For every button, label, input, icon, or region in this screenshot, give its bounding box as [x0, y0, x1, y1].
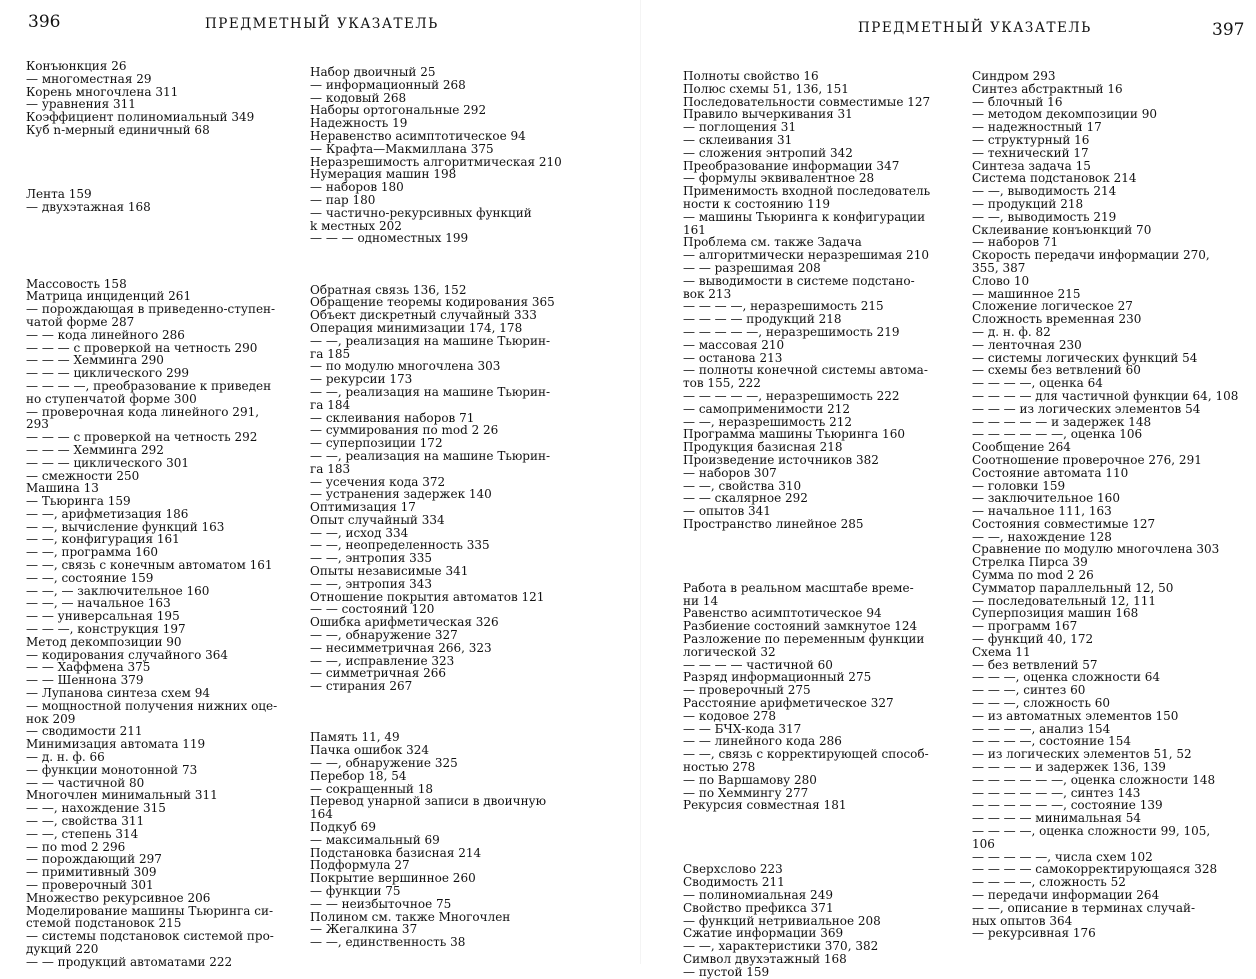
- index-entry: — блочный 16: [972, 94, 1063, 109]
- index-entry: — останова 213: [683, 350, 783, 365]
- index-entry: — —, энтропия 335: [310, 551, 432, 566]
- index-entry: — по Варшамову 280: [683, 772, 817, 787]
- index-entry: — — —, оценка сложности 64: [972, 670, 1161, 685]
- index-entry: — — — циклического 301: [26, 455, 189, 470]
- index-entry: Обратная связь 136, 152: [310, 282, 467, 297]
- index-entry: — методом декомпозиции 90: [972, 107, 1157, 122]
- column-spacer: [26, 162, 296, 175]
- index-entry: Полноты свойство 16: [683, 69, 819, 83]
- index-entry: — рекурсии 173: [310, 372, 413, 387]
- index-entry: — устранения задержек 140: [310, 487, 492, 502]
- index-entry: но ступенчатой форме 300: [26, 391, 197, 406]
- index-entry: — — — — —, числа схем 102: [972, 849, 1153, 864]
- index-entry: Синтеза задача 15: [972, 158, 1091, 173]
- index-entry: — по модулю многочлена 303: [310, 359, 501, 374]
- index-column-2: [310, 66, 590, 960]
- index-entry: Разряд информационный 275: [683, 670, 872, 685]
- index-entry: — —, программа 160: [26, 545, 159, 560]
- index-entry: Подкуб 69: [310, 820, 376, 835]
- index-entry: — — — — продукций 218: [683, 312, 842, 327]
- index-entry: Проблема см. также Задача: [683, 235, 862, 250]
- index-entry: — кодирования случайного 364: [26, 647, 229, 662]
- index-entry: — —, связь с корректирующей способ-: [683, 747, 929, 762]
- index-entry: Соотношение проверочное 276, 291: [972, 452, 1202, 467]
- index-entry: — — —, сложность 60: [972, 696, 1111, 711]
- index-entry: — мощностной получения нижних оце-: [26, 698, 278, 713]
- index-entry: Полюс схемы 51, 136, 151: [683, 81, 849, 96]
- index-entry: — сводимости 211: [26, 724, 143, 739]
- index-entry: — — — — частичной 60: [683, 657, 833, 672]
- column-spacer: [683, 812, 955, 825]
- index-entry: Корень многочлена 311: [26, 84, 179, 99]
- book-spine: [640, 0, 641, 964]
- index-entry: Сложение логическое 27: [972, 299, 1133, 314]
- index-entry: — — Шеннона 379: [26, 673, 144, 688]
- index-entry: — —, конфигурация 161: [26, 532, 180, 547]
- index-entry: — — — из логических элементов 54: [972, 401, 1201, 416]
- index-entry: Надежность 19: [310, 116, 408, 131]
- index-entry: Покрытие вершинное 260: [310, 871, 476, 886]
- index-entry: Синдром 293: [972, 69, 1056, 83]
- index-entry: — — — — минимальная 54: [972, 811, 1142, 826]
- index-entry: — —, характеристики 370, 382: [683, 939, 879, 954]
- index-entry: — самоприменимости 212: [683, 401, 850, 416]
- index-entry: Обращение теоремы кодирования 365: [310, 295, 555, 310]
- index-entry: — —, реализация на машине Тьюрин-: [310, 448, 551, 463]
- index-entry: Преобразование информации 347: [683, 158, 900, 173]
- right-page-number: 397: [1212, 20, 1245, 40]
- index-entry: — функций нетривиальное 208: [683, 913, 881, 928]
- index-entry: — —, свойства 311: [26, 814, 145, 829]
- index-entry: Многочлен минимальный 311: [26, 788, 218, 803]
- index-entry: Программа машины Тьюринга 160: [683, 427, 905, 442]
- index-entry: — полноты конечной системы автома-: [683, 363, 928, 378]
- index-entry: Применимость входной последователь: [683, 184, 931, 199]
- index-entry: — д. н. ф. 66: [26, 750, 105, 765]
- index-entry: — многоместная 29: [26, 71, 152, 86]
- index-column-1: [26, 59, 296, 969]
- index-entry: — поглощения 31: [683, 120, 797, 135]
- column-spacer: [310, 245, 590, 258]
- index-entry: Массовость 158: [26, 276, 127, 291]
- index-entry: га 184: [310, 397, 351, 412]
- column-spacer: [683, 531, 955, 544]
- index-entry: вок 213: [683, 286, 732, 301]
- index-entry: — кодовое 278: [683, 708, 776, 723]
- index-entry: — системы подстановок системой про-: [26, 929, 274, 944]
- index-entry: — из автоматных элементов 150: [972, 708, 1179, 723]
- index-entry: Свойство префикса 371: [683, 900, 834, 915]
- index-entry: — головки 159: [972, 478, 1066, 493]
- index-entry: Конъюнкция 26: [26, 59, 127, 73]
- column-spacer: [26, 239, 296, 252]
- index-entry: Пространство линейное 285: [683, 516, 864, 531]
- index-entry: — полиномиальная 249: [683, 888, 833, 902]
- index-entry: — кодовый 268: [310, 90, 407, 105]
- index-entry: — Крафта—Макмиллана 375: [310, 141, 494, 156]
- index-entry: Сумма по mod 2 26: [972, 568, 1094, 583]
- left-page-number: 396: [28, 12, 61, 32]
- index-entry: — —, исход 334: [310, 525, 409, 540]
- index-entry: Полином см. также Многочлен: [310, 909, 511, 924]
- index-entry: — массовая 210: [683, 337, 785, 352]
- index-entry: Схема 11: [972, 644, 1031, 659]
- index-entry: — — — — —, неразрешимость 219: [683, 324, 900, 339]
- index-entry: Рекурсия совместная 181: [683, 798, 847, 813]
- index-entry: — несимметричная 266, 323: [310, 640, 492, 655]
- index-entry: — — — — — —, синтез 143: [972, 785, 1141, 800]
- index-entry: — Тьюринга 159: [26, 494, 131, 509]
- index-entry: Перебор 18, 54: [310, 768, 407, 783]
- index-entry: — технический 17: [972, 145, 1089, 160]
- index-entry: — —, обнаружение 327: [310, 628, 458, 643]
- index-entry: — Жегалкина 37: [310, 922, 418, 937]
- index-entry: Минимизация автомата 119: [26, 737, 206, 752]
- index-entry: га 183: [310, 461, 351, 476]
- index-entry: Символ двухэтажный 168: [683, 951, 847, 966]
- index-entry: — порождающая в приведенно-ступен-: [26, 302, 276, 317]
- index-entry: — —, реализация на машине Тьюрин-: [310, 333, 551, 348]
- index-entry: — из логических элементов 51, 52: [972, 747, 1192, 762]
- index-entry: — последовательный 12, 111: [972, 593, 1157, 608]
- index-entry: — —, связь с конечным автоматом 161: [26, 558, 273, 573]
- index-entry: — — состояний 120: [310, 602, 435, 617]
- index-entry: Наборы ортогональные 292: [310, 103, 487, 118]
- left-running-title: ПРЕДМЕТНЫЙ УКАЗАТЕЛЬ: [205, 16, 439, 32]
- index-entry: — — неизбыточное 75: [310, 896, 452, 911]
- index-entry: Перевод унарной записи в двоичную: [310, 794, 547, 809]
- index-entry: — — — циклического 299: [26, 366, 189, 381]
- index-entry: — по Хеммингу 277: [683, 785, 809, 800]
- index-entry: Сводимость 211: [683, 875, 785, 890]
- index-entry: — частично-рекурсивных функций: [310, 205, 532, 220]
- index-entry: Подформула 27: [310, 858, 410, 873]
- index-entry: — —, неразрешимость 212: [683, 414, 853, 429]
- index-entry: — Лупанова синтеза схем 94: [26, 686, 210, 701]
- index-entry: Сложность временная 230: [972, 312, 1142, 327]
- index-entry: — —, обнаружение 325: [310, 756, 458, 771]
- column-spacer: [26, 214, 296, 227]
- index-entry: Разложение по переменным функции: [683, 632, 925, 647]
- index-entry: Стрелка Пирса 39: [972, 555, 1088, 570]
- index-entry: Синтез абстрактный 16: [972, 81, 1123, 96]
- index-entry: — склеивания 31: [683, 132, 793, 147]
- index-entry: — машинное 215: [972, 286, 1081, 301]
- index-entry: — —, исправление 323: [310, 653, 455, 668]
- index-entry: логической 32: [683, 644, 776, 659]
- index-entry: — уравнения 311: [26, 97, 136, 112]
- index-entry: — начальное 111, 163: [972, 504, 1112, 519]
- index-entry: Разбиение состояний замкнутое 124: [683, 619, 918, 634]
- index-entry: — ленточная 230: [972, 337, 1082, 352]
- index-entry: 355, 387: [972, 260, 1026, 275]
- index-entry: — — — —, состояние 154: [972, 734, 1131, 749]
- index-entry: Лента 159: [26, 186, 92, 201]
- index-entry: — —, — заключительное 160: [26, 583, 210, 598]
- index-entry: — — — — — и задержек 148: [972, 414, 1152, 429]
- index-entry: — симметричная 266: [310, 666, 446, 681]
- index-entry: — — — — —, неразрешимость 222: [683, 388, 900, 403]
- index-entry: — — —, конструкция 197: [26, 622, 186, 637]
- index-entry: 293: [26, 417, 49, 432]
- index-entry: — проверочный 275: [683, 683, 811, 698]
- index-entry: Скорость передачи информации 270,: [972, 248, 1210, 263]
- index-entry: га 185: [310, 346, 351, 361]
- index-entry: Состояние автомата 110: [972, 465, 1129, 480]
- index-entry: — проверочная кода линейного 291,: [26, 404, 260, 419]
- index-entry: — —, реализация на машине Тьюрин-: [310, 384, 551, 399]
- column-spacer: [683, 543, 955, 556]
- column-spacer: [310, 693, 590, 706]
- index-entry: k местных 202: [310, 218, 402, 233]
- column-spacer: [683, 569, 955, 582]
- index-entry: Операция минимизации 174, 178: [310, 320, 523, 335]
- index-entry: — —, описание в терминах случай-: [972, 900, 1196, 915]
- index-entry: — — линейного кода 286: [683, 734, 842, 749]
- index-entry: — — — с проверкой на четность 290: [26, 340, 258, 355]
- column-spacer: [683, 825, 955, 838]
- index-entry: — максимальный 69: [310, 832, 440, 847]
- index-entry: Система подстановок 214: [972, 171, 1137, 186]
- index-entry: Расстояние арифметическое 327: [683, 696, 894, 711]
- index-entry: — заключительное 160: [972, 491, 1120, 506]
- index-entry: — машины Тьюринга к конфигурации: [683, 209, 926, 224]
- column-spacer: [26, 226, 296, 239]
- index-entry: — формулы эквивалентное 28: [683, 171, 875, 186]
- index-entry: — — продукций автоматами 222: [26, 954, 233, 969]
- index-entry: — наборов 180: [310, 180, 404, 195]
- index-entry: ности к состоянию 119: [683, 196, 830, 211]
- index-entry: — — — — — —, состояние 139: [972, 798, 1163, 813]
- index-entry: Матрица инциденций 261: [26, 289, 192, 304]
- column-spacer: [310, 258, 590, 271]
- index-entry: — продукций 218: [972, 196, 1084, 211]
- index-entry: — — — с проверкой на четность 292: [26, 430, 258, 445]
- index-entry: Память 11, 49: [310, 730, 400, 745]
- index-entry: — — — Хемминга 292: [26, 442, 164, 457]
- index-entry: Сжатие информации 369: [683, 926, 844, 941]
- index-entry: Равенство асимптотическое 94: [683, 606, 882, 621]
- index-entry: — — —, синтез 60: [972, 683, 1086, 698]
- index-entry: — порождающий 297: [26, 852, 162, 867]
- index-entry: — — — — — —, оценка сложности 148: [972, 772, 1216, 787]
- index-entry: — алгоритмически неразрешимая 210: [683, 248, 930, 263]
- index-entry: Суперпозиция машин 168: [972, 606, 1139, 621]
- index-entry: — без ветвлений 57: [972, 657, 1098, 672]
- index-entry: — структурный 16: [972, 132, 1090, 147]
- index-entry: Куб n-мерный единичный 68: [26, 122, 210, 137]
- index-entry: — —, единственность 38: [310, 935, 466, 950]
- index-entry: — —, энтропия 343: [310, 576, 432, 591]
- index-entry: — — — —, оценка 64: [972, 376, 1103, 391]
- index-entry: нок 209: [26, 711, 76, 726]
- column-spacer: [26, 252, 296, 265]
- index-entry: — д. н. ф. 82: [972, 324, 1051, 339]
- index-entry: — — — —, анализ 154: [972, 721, 1111, 736]
- index-entry: — смежности 250: [26, 468, 140, 483]
- index-entry: — —, вычисление функций 163: [26, 519, 225, 534]
- index-entry: — склеивания наборов 71: [310, 410, 475, 425]
- right-running-title: ПРЕДМЕТНЫЙ УКАЗАТЕЛЬ: [858, 20, 1092, 36]
- index-entry: — — — —, сложность 52: [972, 875, 1126, 890]
- index-entry: Отношение покрытия автоматов 121: [310, 589, 545, 604]
- index-entry: — информационный 268: [310, 77, 466, 92]
- index-entry: — — — —, неразрешимость 215: [683, 299, 884, 314]
- index-entry: Сумматор параллельный 12, 50: [972, 580, 1174, 595]
- index-entry: Последовательности совместимые 127: [683, 94, 931, 109]
- index-entry: — —, нахождение 128: [972, 529, 1112, 544]
- index-entry: Сверхслово 223: [683, 862, 783, 877]
- index-entry: Склеивание конъюнкций 70: [972, 222, 1152, 237]
- index-entry: 164: [310, 807, 333, 822]
- index-entry: — —, нахождение 315: [26, 801, 166, 816]
- index-entry: — — скалярное 292: [683, 491, 808, 506]
- index-entry: Множество рекурсивное 206: [26, 890, 211, 905]
- index-entry: — — разрешимая 208: [683, 260, 821, 275]
- index-entry: — — — — — —, оценка 106: [972, 427, 1143, 442]
- index-entry: — функции монотонной 73: [26, 762, 198, 777]
- index-entry: — — — одноместных 199: [310, 231, 469, 246]
- index-entry: Объект дискретный случайный 333: [310, 308, 537, 323]
- index-entry: ных опытов 364: [972, 913, 1073, 928]
- index-entry: — пар 180: [310, 192, 376, 207]
- index-entry: Коэффициент полиномиальный 349: [26, 110, 255, 125]
- column-spacer: [683, 838, 955, 851]
- index-entry: — примитивный 309: [26, 865, 157, 880]
- index-entry: — — БЧХ-кода 317: [683, 721, 802, 736]
- index-entry: Правило вычеркивания 31: [683, 107, 853, 122]
- index-entry: — сокращенный 18: [310, 781, 433, 796]
- index-entry: — — универсальная 195: [26, 609, 180, 624]
- index-entry: ностью 278: [683, 760, 756, 775]
- index-entry: — — — — для частичной функции 64, 108: [972, 388, 1239, 403]
- index-entry: — суперпозиции 172: [310, 436, 443, 451]
- index-entry: — системы логических функций 54: [972, 350, 1198, 365]
- index-entry: Продукция базисная 218: [683, 440, 843, 455]
- index-entry: Неразрешимость алгоритмическая 210: [310, 154, 562, 169]
- column-spacer: [310, 271, 590, 284]
- index-entry: Пачка ошибок 324: [310, 743, 430, 758]
- index-entry: — проверочный 301: [26, 878, 154, 892]
- index-entry: стемой подстановок 215: [26, 916, 182, 931]
- index-entry: 161: [683, 222, 706, 237]
- index-entry: Опыт случайный 334: [310, 512, 445, 527]
- index-entry: — — — Хемминга 290: [26, 353, 164, 368]
- index-entry: Сравнение по модулю многочлена 303: [972, 542, 1220, 557]
- index-entry: тов 155, 222: [683, 376, 761, 391]
- index-column-3: [683, 69, 955, 979]
- index-entry: — функций 40, 172: [972, 632, 1094, 647]
- index-entry: — схемы без ветвлений 60: [972, 363, 1141, 378]
- index-entry: — сложения энтропий 342: [683, 145, 853, 160]
- index-entry: Произведение источников 382: [683, 452, 879, 467]
- index-entry: — — — — и задержек 136, 139: [972, 760, 1166, 775]
- column-spacer: [26, 137, 296, 150]
- index-entry: — программ 167: [972, 619, 1078, 634]
- index-entry: дукций 220: [26, 941, 99, 956]
- index-entry: — выводимости в системе подстано-: [683, 273, 915, 288]
- index-entry: Работа в реальном масштабе време-: [683, 580, 914, 595]
- index-entry: чатой форме 287: [26, 314, 135, 329]
- index-entry: — — частичной 80: [26, 775, 145, 790]
- index-entry: — — кода линейного 286: [26, 327, 185, 342]
- index-entry: Машина 13: [26, 481, 99, 496]
- index-entry: — —, степень 314: [26, 826, 139, 841]
- column-spacer: [26, 150, 296, 163]
- index-entry: — надежностный 17: [972, 120, 1102, 135]
- index-entry: Моделирование машины Тьюринга си-: [26, 903, 274, 918]
- index-entry: — — Хаффмена 375: [26, 660, 151, 675]
- index-entry: — пустой 159: [683, 964, 770, 979]
- index-entry: — усечения кода 372: [310, 474, 446, 489]
- index-entry: — передачи информации 264: [972, 888, 1160, 902]
- index-entry: — по mod 2 296: [26, 839, 126, 854]
- index-entry: — —, состояние 159: [26, 570, 154, 585]
- index-entry: Неравенство асимптотическое 94: [310, 128, 526, 143]
- index-entry: — —, выводимость 219: [972, 209, 1117, 224]
- index-entry: Ошибка арифметическая 326: [310, 615, 499, 630]
- index-entry: — стирания 267: [310, 679, 413, 694]
- index-column-4: [972, 70, 1254, 960]
- index-entry: Оптимизация 17: [310, 500, 416, 515]
- index-entry: — рекурсивная 176: [972, 926, 1096, 941]
- index-entry: — опытов 341: [683, 504, 771, 519]
- index-entry: Слово 10: [972, 273, 1030, 288]
- index-entry: — — — —, оценка сложности 99, 105,: [972, 824, 1211, 839]
- index-entry: Подстановка базисная 214: [310, 845, 482, 860]
- column-spacer: [310, 706, 590, 719]
- index-entry: Набор двоичный 25: [310, 65, 436, 79]
- index-entry: ни 14: [683, 593, 719, 608]
- column-spacer: [26, 265, 296, 278]
- index-entry: — функции 75: [310, 884, 401, 898]
- index-entry: — —, свойства 310: [683, 478, 802, 493]
- index-entry: 106: [972, 836, 995, 851]
- index-entry: Метод декомпозиции 90: [26, 634, 182, 649]
- index-entry: Состояния совместимые 127: [972, 516, 1156, 531]
- index-entry: — —, — начальное 163: [26, 596, 171, 611]
- index-entry: Сообщение 264: [972, 440, 1071, 455]
- index-entry: — наборов 307: [683, 465, 777, 480]
- index-entry: Нумерация машин 198: [310, 167, 457, 182]
- index-entry: — —, неопределенность 335: [310, 538, 490, 553]
- index-entry: — —, арифметизация 186: [26, 506, 189, 521]
- column-spacer: [683, 556, 955, 569]
- index-entry: — суммирования по mod 2 26: [310, 423, 499, 438]
- index-entry: — — — — самокорректирующаяся 328: [972, 862, 1218, 877]
- index-entry: — наборов 71: [972, 235, 1059, 250]
- index-entry: Опыты независимые 341: [310, 564, 469, 579]
- index-entry: — двухэтажная 168: [26, 199, 151, 214]
- index-entry: — —, выводимость 214: [972, 184, 1117, 199]
- index-entry: — — — —, преобразование к приведен: [26, 378, 272, 393]
